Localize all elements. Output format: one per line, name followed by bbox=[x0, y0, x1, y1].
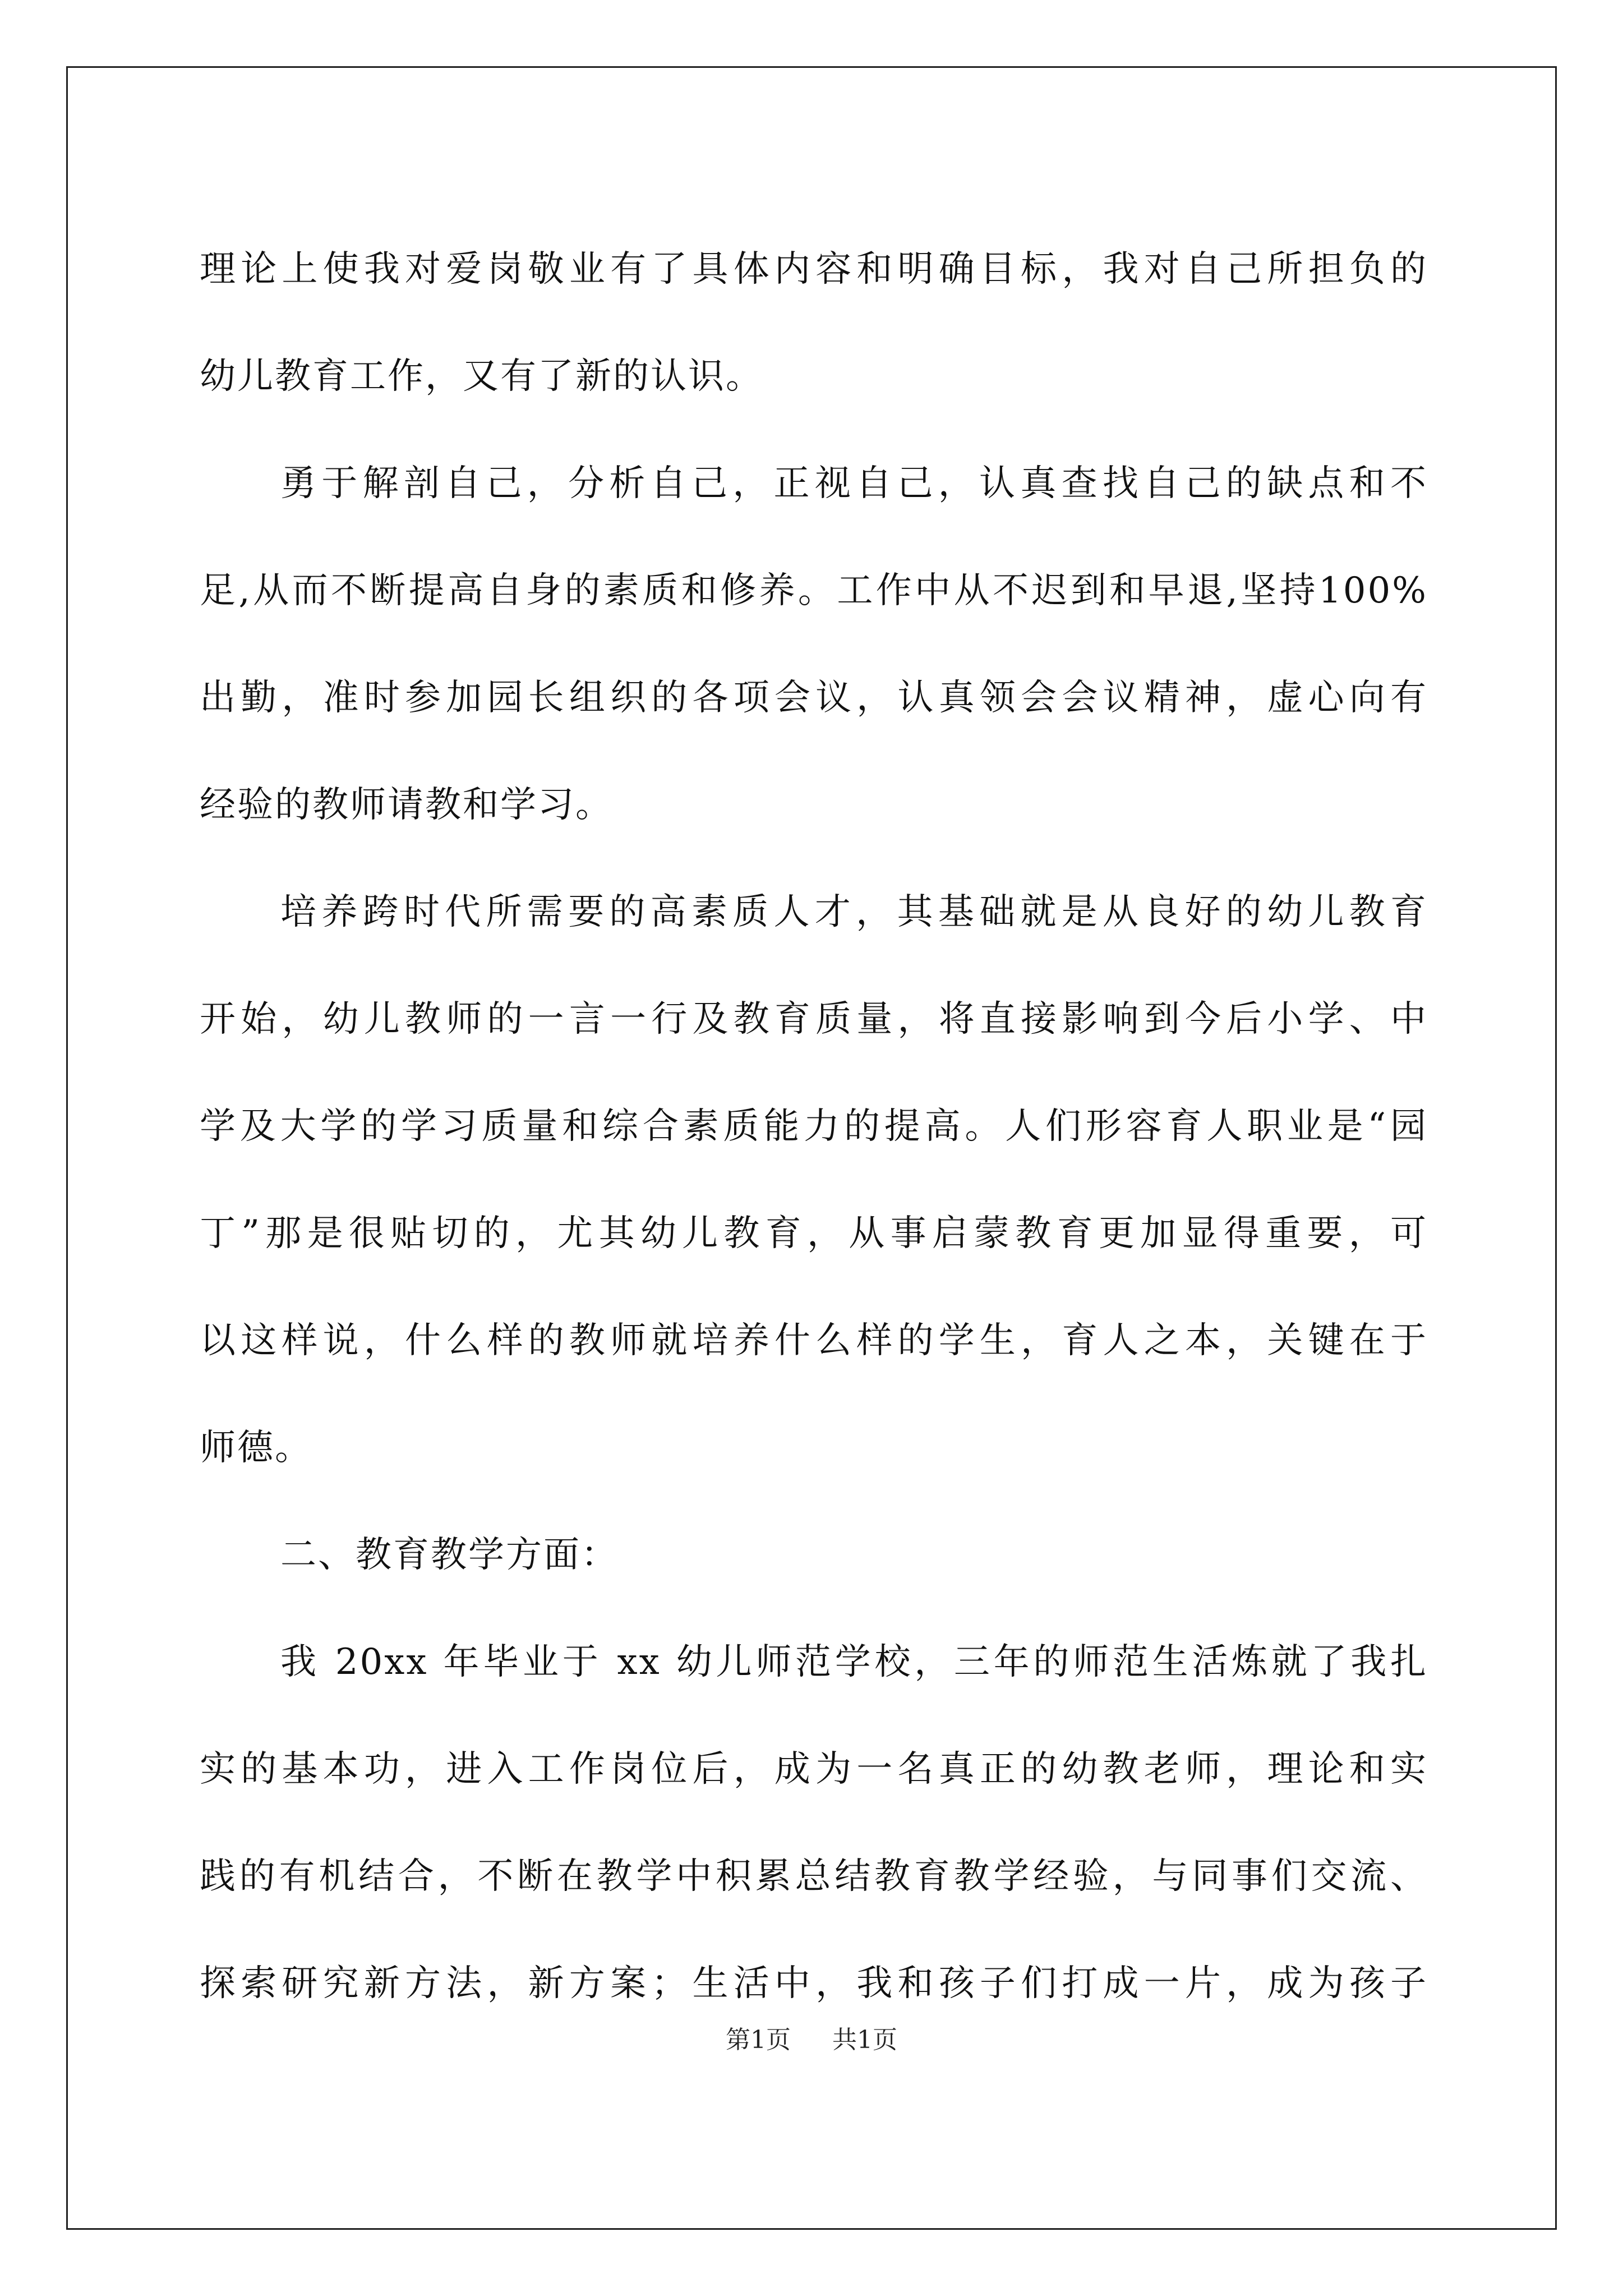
page-number-total: 共1页 bbox=[832, 2026, 897, 2054]
page-footer bbox=[0, 2019, 1623, 2055]
text-line: 我 20xx 年毕业于 xx 幼儿师范学校，三年的师范生活炼就了我扎 bbox=[280, 1641, 1428, 1683]
text-line: 二、教育教学方面： bbox=[280, 1534, 619, 1576]
text-line: 足,从而不断提高自身的素质和修养。工作中从不迟到和早退,坚持100% bbox=[200, 570, 1428, 611]
document-body bbox=[200, 216, 1428, 2037]
text-line: 以这样说，什么样的教师就培养什么样的学生，育人之本，关键在于 bbox=[200, 1320, 1428, 1361]
text-line: 实的基本功，进入工作岗位后，成为一名真正的幼教老师，理论和实 bbox=[200, 1749, 1428, 1790]
text-line: 出勤，准时参加园长组织的各项会议，认真领会会议精神，虚心向有 bbox=[200, 677, 1428, 719]
text-line: 经验的教师请教和学习。 bbox=[200, 784, 613, 826]
text-line: 培养跨时代所需要的高素质人才，其基础就是从良好的幼儿教育 bbox=[280, 891, 1428, 933]
text-line: 幼儿教育工作，又有了新的认识。 bbox=[200, 356, 763, 397]
text-line: 丁”那是很贴切的，尤其幼儿教育，从事启蒙教育更加显得重要，可 bbox=[200, 1213, 1428, 1254]
text-line: 学及大学的学习质量和综合素质能力的提高。人们形容育人职业是“园 bbox=[200, 1106, 1428, 1147]
text-line: 师德。 bbox=[200, 1427, 312, 1469]
text-line: 开始，幼儿教师的一言一行及教育质量，将直接影响到今后小学、中 bbox=[200, 999, 1428, 1040]
text-line: 勇于解剖自己，分析自己，正视自己，认真查找自己的缺点和不 bbox=[280, 463, 1428, 504]
text-line: 探索研究新方法，新方案；生活中，我和孩子们打成一片，成为孩子 bbox=[200, 1963, 1428, 2004]
text-line: 践的有机结合，不断在教学中积累总结教育教学经验，与同事们交流、 bbox=[200, 1856, 1428, 1897]
page-number-current: 第1页 bbox=[726, 2026, 791, 2054]
text-line: 理论上使我对爱岗敬业有了具体内容和明确目标，我对自己所担负的 bbox=[200, 249, 1428, 290]
